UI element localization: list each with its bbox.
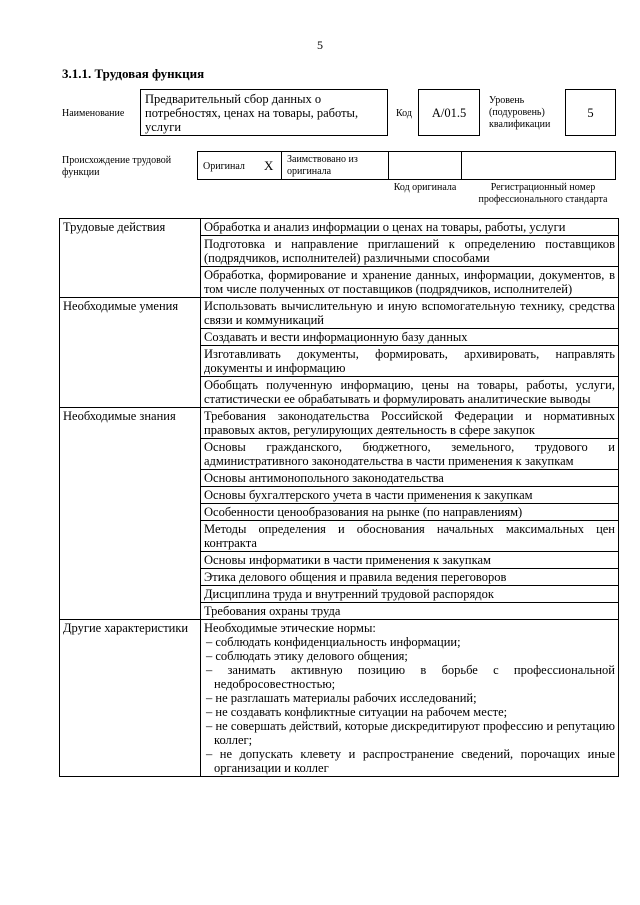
category-cell: Трудовые действия <box>60 219 201 298</box>
table-cell: Особенности ценообразования на рынке (по направлениям) <box>201 504 619 521</box>
table-cell: Основы информатики в части применения к закупкам <box>201 552 619 569</box>
original-code-cell <box>388 151 462 180</box>
reg-number-cell <box>461 151 616 180</box>
level-value: 5 <box>587 106 594 120</box>
table-cell: Создавать и вести информационную базу данных <box>201 329 619 346</box>
table-cell: Основы бухгалтерского учета в части применения к закупкам <box>201 487 619 504</box>
code-label: Код <box>396 108 412 119</box>
borrowed-cell <box>281 151 389 180</box>
ethics-item: – не совершать действий, которые дискредитируют профессию и репутацию коллег; <box>206 719 615 747</box>
level-label: Уровень (подуровень) квалификации <box>489 95 551 130</box>
code-caption: Код оригинала <box>393 182 457 193</box>
table-cell: Использовать вычислительную и иную вспомогательную технику, средства связи и коммуникаций <box>201 298 619 329</box>
original-cell <box>197 151 282 180</box>
table-cell: Требования законодательства Российской Федерации и нормативных правовых актов, регулирующих деятельность в сфере закупок <box>201 408 619 439</box>
category-cell: Необходимые знания <box>60 408 201 620</box>
original-mark: X <box>264 158 274 173</box>
table-cell: Этика делового общения и правила ведения переговоров <box>201 569 619 586</box>
table-cell: Методы определения и обоснования начальных максимальных цен контракта <box>201 521 619 552</box>
ethics-intro: Необходимые этические нормы: <box>204 621 376 635</box>
level-value-box <box>565 89 616 136</box>
ethics-item: – не допускать клевету и распространение сведений, порочащих иные организации и коллег <box>206 747 615 775</box>
table-cell: Основы гражданского, бюджетного, земельного, трудового и административного законодательства в части применения к закупкам <box>201 439 619 470</box>
ethics-item: – соблюдать этику делового общения; <box>206 649 408 663</box>
name-value: Предварительный сбор данных о потребностях, ценах на товары, работы, услуги <box>145 92 359 134</box>
name-label: Наименование <box>62 108 125 119</box>
table-row <box>60 408 619 439</box>
category-cell: Необходимые умения <box>60 298 201 408</box>
reg-caption: Регистрационный номер профессионального стандарта <box>478 182 608 205</box>
name-value-box <box>140 89 388 136</box>
original-label: Оригинал <box>203 161 245 172</box>
origin-label: Происхождение трудовой функции <box>62 155 172 178</box>
table-cell: Подготовка и направление приглашений к определению поставщиков (подрядчиков, исполнителей) различными способами <box>201 236 619 267</box>
table-cell: Дисциплина труда и внутренний трудовой распорядок <box>201 586 619 603</box>
table-cell: Изготавливать документы, формировать, архивировать, направлять документы и информацию <box>201 346 619 377</box>
borrowed-label: Заимствовано из оригинала <box>287 154 358 177</box>
table-row <box>60 219 619 236</box>
category-cell: Другие характеристики <box>60 620 201 777</box>
page-number: 5 <box>317 38 323 52</box>
table-row <box>60 620 619 777</box>
table-cell: Требования охраны труда <box>201 603 619 620</box>
ethics-item: – не создавать конфликтные ситуации на рабочем месте; <box>206 705 508 719</box>
section-title: 3.1.1. Трудовая функция <box>62 66 205 81</box>
ethics-item: – соблюдать конфиденциальность информации; <box>206 635 461 649</box>
table-cell: Основы антимонопольного законодательства <box>201 470 619 487</box>
code-value-box <box>418 89 480 136</box>
table-cell: Обработка, формирование и хранение данных, информации, документов, в том числе полученных от поставщиков (подрядчиков, исполнителей) <box>201 267 619 298</box>
code-value: А/01.5 <box>431 106 467 120</box>
table-row <box>60 298 619 329</box>
table-cell <box>201 620 619 777</box>
table-cell: Обобщать полученную информацию, цены на товары, работы, услуги, статистически ее обрабатывать и формулировать аналитические выводы <box>201 377 619 408</box>
labor-function-table <box>59 218 619 777</box>
ethics-item: – не разглашать материалы рабочих исследований; <box>206 691 477 705</box>
table-cell: Обработка и анализ информации о ценах на товары, работы, услуги <box>201 219 619 236</box>
ethics-item: – занимать активную позицию в борьбе с профессиональной недобросовестностью; <box>206 663 615 691</box>
